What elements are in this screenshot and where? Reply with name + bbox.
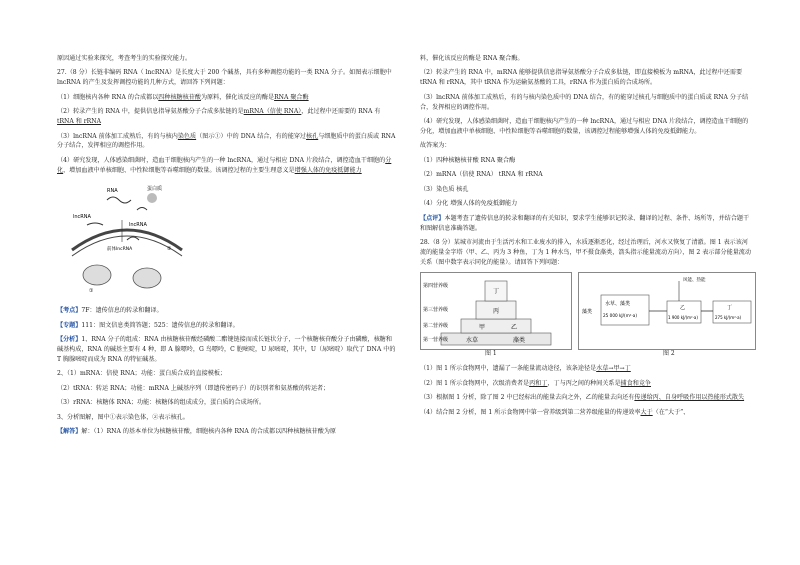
answer-blank: tRNA 和 rRNA bbox=[57, 118, 101, 126]
jieda-line: 【解答】解：（1）RNA 的基本单位为核糖核苷酸，细胞核内各种 RNA 的合成都以四种核糖核苷酸为原 bbox=[57, 428, 337, 436]
flow-source-label: 藻类 bbox=[582, 309, 593, 316]
figures-row bbox=[420, 272, 752, 358]
organism-shuicao: 水草 bbox=[466, 337, 479, 345]
final-answer-3: （3）染色质 核孔 bbox=[420, 185, 469, 193]
question-27-part1: （1）细胞核内各种 RNA 的合成都以四种核糖核苷酸为原料，催化该反应的酶是RNA 聚合酶 bbox=[57, 93, 309, 101]
final-answer-4: （4）分化 增强人体的免疫抵御能力 bbox=[420, 200, 518, 208]
answer-continue: 料，催化该反应的酶是 RNA 聚合酶。 bbox=[420, 55, 524, 62]
intro-line: 原因通过实验来探究，考查考生的实验探究能力。 bbox=[57, 55, 192, 62]
answer-blank: 水草→甲→丁 bbox=[596, 365, 631, 373]
answer-blank: 四种核糖核苷酸 bbox=[158, 93, 201, 101]
left-column bbox=[57, 54, 397, 442]
question-27-stem: 27.（8 分）长链非编码 RNA（ lncRNA）是长度大于 200 个碱基，具有多种调控功能的一类 RNA 分子。如图表示细胞中 lncRNA 的产生及发挥调控功能的几种方式，请回答下列问题： bbox=[57, 69, 392, 87]
kaodian-line: 【考点】7F：遗传信息的转录和翻译。 bbox=[57, 307, 163, 315]
fenxi-line-2: 2、（1）mRNA：信使 RNA；功能：蛋白质合成的直接模板； bbox=[57, 370, 227, 378]
fenxi-line-3: （2）tRNA：转运 RNA；功能：mRNA 上碱基序列（即遗传密码子）的识别者和氨基酸的转运者； bbox=[57, 384, 330, 392]
organism-jia: 甲 bbox=[479, 324, 486, 332]
question-28-part4: （4）结合图 2 分析，图 1 所示食物网中第一营养级到第二营养级能量的传递效率大于（在“大于”、 bbox=[420, 408, 690, 416]
energy-pyramid-figure bbox=[420, 272, 572, 358]
answer-blank: 捕食和竞争 bbox=[620, 379, 652, 387]
level-1-label: 第一营养级 bbox=[423, 337, 449, 344]
dianping-line: 【点评】本题考查了遗传信息的转录和翻译的有关知识，要求学生能够识记转录、翻译的过程、条件、场所等，并结合题干和图解信息准确答题。 bbox=[420, 214, 750, 232]
question-27-part4: （4）研究发现，人体感染细菌时，造血干细胞核内产生的一种 lncRNA，通过与相应 DNA 片段结合，调控造血干细胞的分化，增加血液中单核细胞、中性粒细胞等吞噬细胞的数量。该调控过程的主要生理意义是增强人体的免疫抵御能力 bbox=[57, 156, 392, 174]
flow-value-3: 275 kJ/(m²·a) bbox=[715, 315, 742, 321]
fenxi-line-5: 3、分析图解，图中①表示染色体，②表示核孔。 bbox=[57, 413, 189, 421]
label-lncrna-2: lncRNA bbox=[129, 222, 147, 229]
figure-2-caption: 图 2 bbox=[663, 350, 675, 358]
answer-blank: 增强人体的免疫抵御能力 bbox=[294, 166, 362, 174]
label-marker-1: ① bbox=[89, 288, 94, 295]
question-28-part1: （1）图 1 所示食物网中，遗漏了一条能量流动途径，该条途径是水草→甲→丁 bbox=[420, 365, 631, 373]
final-answer-1: （1）四种核糖核苷酸 RNA 聚合酶 bbox=[420, 156, 516, 164]
answer-blank: 核孔 bbox=[306, 132, 319, 140]
fenxi-line: 【分析】1、RNA 分子的组成：RNA 由核糖核苷酸经磷酸二酯键链接而成长链状分子，一个核糖核苷酸分子由磷酸，核糖和碱基构成，RNA 的碱基主要有 4 种，即 A 腺嘌呤，G 鸟嘌呤，C 胞嘧啶，U 尿嘧啶，其中，U（尿嘧啶）取代了 DNA 中的 T 胸腺嘧啶而成为 RNA 的特征碱基。 bbox=[57, 336, 396, 363]
question-27-part2: （2）转录产生的 RNA 中，提供信息指导氨基酸分子合成多肽链的是mRNA（信使 RNA），此过程中还需要的 RNA 有tRNA 和 rRNA bbox=[57, 108, 381, 126]
question-28-part2: （2）图 1 所示食物网中，次级消费者是丙和丁，丁与丙之间的种间关系是捕食和竞争 bbox=[420, 379, 652, 387]
answer-3: （3）lncRNA 前体加工成熟后，有的与核内染色质中的 DNA 结合，有的能穿过核孔与细胞质中的蛋白质或 RNA 分子结合，发挥相应的调控作用。 bbox=[420, 93, 749, 111]
question-27-part3: （3）lncRNA 前体加工成熟后，有的与核内染色质（图示①）中的 DNA 结合，有的能穿过核孔与细胞质中的蛋白质或 RNA 分子结合，发挥相应的调控作用。 bbox=[57, 132, 396, 150]
level-2-label: 第二营养级 bbox=[423, 323, 449, 330]
flow-value-1: 25 000 kJ/(m²·a) bbox=[603, 313, 637, 319]
answer-blank: 染色质 bbox=[177, 132, 197, 140]
final-answer-2: （2）mRNA（信使 RNA） tRNA 和 rRNA bbox=[420, 171, 543, 179]
flow-node-ding: 丁 bbox=[727, 305, 733, 312]
figure-1-caption: 图 1 bbox=[485, 350, 497, 358]
energy-flow-figure bbox=[578, 272, 756, 358]
flow-top-label: 风能、热能 bbox=[683, 278, 706, 284]
flow-producer-label: 水草、藻类 bbox=[605, 301, 631, 308]
level-4-label: 第四营养级 bbox=[423, 283, 449, 290]
level-3-label: 第三营养级 bbox=[423, 307, 449, 314]
question-28-part3: （3）根据图 1 分析，除了图 2 中已经标出的能量去向之外，乙的能量去向还有传递给丙、自身呼吸作用以热能形式散失 bbox=[420, 394, 745, 402]
organism-ding: 丁 bbox=[493, 288, 500, 296]
answer-blank: 传递给丙、自身呼吸作用以热能形式散失 bbox=[634, 394, 745, 402]
flow-node-yi: 乙 bbox=[680, 305, 686, 312]
lncrna-diagram bbox=[67, 180, 187, 300]
zhuanti-line: 【专题】111：图文信息类简答题；525：遗传信息的转录和翻译。 bbox=[57, 321, 239, 329]
energy-flow-svg bbox=[579, 273, 755, 349]
organism-bing: 丙 bbox=[493, 308, 500, 316]
flow-value-2: 1 900 kJ/(m²·a) bbox=[668, 315, 698, 321]
answer-blank: 大于 bbox=[640, 408, 653, 416]
answer-4: （4）研究发现，人体感染细菌时，造血干细胞核内产生的一种 lncRNA，通过与相应 DNA 片段结合，调控造血干细胞的分化，增加血液中单核细胞、中性粒细胞等吞噬细胞的数量，该调控过程能够增强人体的免疫抵御能力。 bbox=[420, 118, 749, 135]
organism-yi: 乙 bbox=[511, 324, 518, 332]
organism-zaolei: 藻类 bbox=[513, 337, 526, 345]
answer-blank: mRNA（信使 RNA） bbox=[243, 108, 302, 116]
label-protein: 蛋白质 bbox=[147, 186, 163, 193]
answer-2: （2）转录产生的 RNA 中，mRNA 能够提供信息指导氨基酸分子合成多肽链，即直接模板为 mRNA，此过程中还需要 tRNA 和 rRNA，其中 tRNA 作为运输氨基酸的工具，rRNA 作为蛋白质的合成场所。 bbox=[420, 69, 743, 87]
answer-blank: 丙和丁 bbox=[529, 379, 548, 387]
lncrna-diagram-svg bbox=[67, 180, 187, 300]
answer-heading: 故答案为： bbox=[420, 142, 451, 150]
label-lncrna-1: lncRNA bbox=[73, 214, 91, 221]
answer-blank: 分化 bbox=[57, 156, 392, 174]
fenxi-line-4: （3）rRNA：核糖体 RNA；功能：核糖体的组成成分，蛋白质的合成场所。 bbox=[57, 399, 265, 407]
question-28-stem: 28.（8 分）某城市河流由于生活污水和工业废水的排入，水质逐渐恶化，经过治理后，河水又恢复了清澈。图 1 表示该河流的能量金字塔（甲、乙、丙为 3 种鱼，丁为 1 种水鸟，甲不摄食藻类，箭头指示能量流动方向），图 2 表示部分能量流动关系（图中数字表示同化的能量）。请回答下列问题： bbox=[420, 238, 751, 266]
label-marker-2: ② bbox=[167, 246, 172, 253]
energy-pyramid-svg bbox=[421, 273, 571, 349]
right-column bbox=[420, 54, 752, 422]
answer-blank: RNA 聚合酶 bbox=[274, 93, 309, 101]
label-rna: RNA bbox=[107, 188, 118, 195]
label-precursor: 前体lncRNA bbox=[107, 247, 133, 253]
